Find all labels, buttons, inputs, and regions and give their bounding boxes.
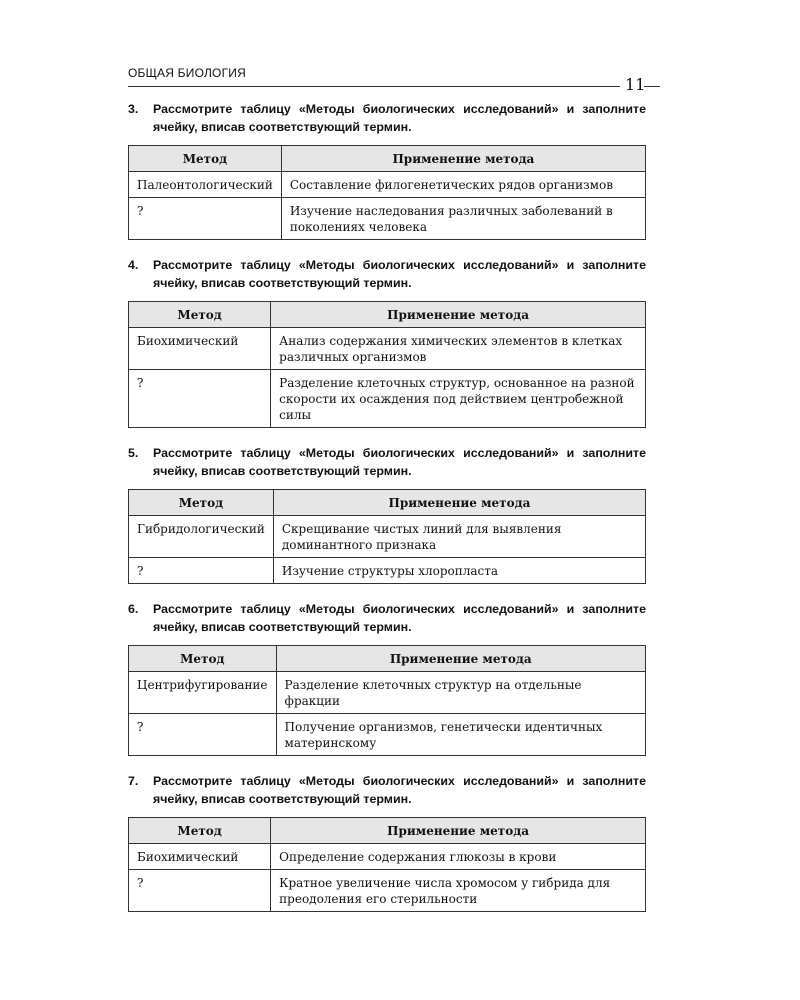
application-cell: Изучение наследования различных заболеваний в поколениях человека	[281, 198, 645, 240]
task-prompt	[128, 100, 646, 136]
methods-table	[128, 301, 646, 428]
task-number: 7.	[128, 774, 139, 788]
table-header-row	[129, 818, 646, 844]
task-instruction: Рассмотрите таблицу «Методы биологических исследований» и заполните ячейку, вписав соответствующий термин.	[153, 602, 646, 634]
methods-table	[128, 489, 646, 584]
table-row	[129, 870, 646, 912]
header-rule	[128, 86, 620, 87]
column-header-method: Метод	[129, 818, 271, 844]
task-prompt	[128, 772, 646, 808]
column-header-application: Применение метода	[271, 818, 646, 844]
methods-table	[128, 645, 646, 756]
application-cell: Разделение клеточных структур на отдельные фракции	[276, 672, 645, 714]
task-prompt	[128, 600, 646, 636]
column-header-method: Метод	[129, 302, 271, 328]
task-prompt	[128, 444, 646, 480]
column-header-method: Метод	[129, 646, 277, 672]
answer-blank-cell[interactable]: ?	[129, 558, 274, 584]
application-cell: Разделение клеточных структур, основанное на разной скорости их осаждения под действием центробежной силы	[271, 370, 646, 428]
table-row	[129, 370, 646, 428]
application-cell: Составление филогенетических рядов организмов	[281, 172, 645, 198]
task-5	[128, 444, 646, 584]
application-cell: Получение организмов, генетически идентичных материнскому	[276, 714, 645, 756]
method-cell: Палеонтологический	[129, 172, 282, 198]
task-4	[128, 256, 646, 428]
table-row	[129, 328, 646, 370]
application-cell: Кратное увеличение числа хромосом у гибрида для преодоления его стерильности	[271, 870, 646, 912]
task-number: 4.	[128, 258, 139, 272]
page-header	[128, 66, 664, 96]
table-header-row	[129, 146, 646, 172]
table-header-row	[129, 302, 646, 328]
task-number: 6.	[128, 602, 139, 616]
table-row	[129, 672, 646, 714]
task-6	[128, 600, 646, 756]
column-header-application: Применение метода	[276, 646, 645, 672]
column-header-application: Применение метода	[273, 490, 645, 516]
application-cell: Определение содержания глюкозы в крови	[271, 844, 646, 870]
table-header-row	[129, 646, 646, 672]
table-row	[129, 714, 646, 756]
table-row	[129, 844, 646, 870]
answer-blank-cell[interactable]: ?	[129, 714, 277, 756]
task-7	[128, 772, 646, 912]
task-prompt	[128, 256, 646, 292]
task-instruction: Рассмотрите таблицу «Методы биологических исследований» и заполните ячейку, вписав соответствующий термин.	[153, 258, 646, 290]
column-header-method: Метод	[129, 146, 282, 172]
answer-blank-cell[interactable]: ?	[129, 198, 282, 240]
table-row	[129, 516, 646, 558]
answer-blank-cell[interactable]: ?	[129, 870, 271, 912]
application-cell: Скрещивание чистых линий для выявления доминантного признака	[273, 516, 645, 558]
table-row	[129, 172, 646, 198]
column-header-application: Применение метода	[271, 302, 646, 328]
application-cell: Изучение структуры хлоропласта	[273, 558, 645, 584]
method-cell: Центрифугирование	[129, 672, 277, 714]
method-cell: Гибридологический	[129, 516, 274, 558]
answer-blank-cell[interactable]: ?	[129, 370, 271, 428]
methods-table	[128, 145, 646, 240]
task-instruction: Рассмотрите таблицу «Методы биологических исследований» и заполните ячейку, вписав соответствующий термин.	[153, 774, 646, 806]
method-cell: Биохимический	[129, 328, 271, 370]
application-cell: Анализ содержания химических элементов в клетках различных организмов	[271, 328, 646, 370]
table-header-row	[129, 490, 646, 516]
table-row	[129, 558, 646, 584]
task-number: 3.	[128, 102, 139, 116]
method-cell: Биохимический	[129, 844, 271, 870]
column-header-method: Метод	[129, 490, 274, 516]
task-instruction: Рассмотрите таблицу «Методы биологических исследований» и заполните ячейку, вписав соответствующий термин.	[153, 102, 646, 134]
page-number: 11	[625, 75, 646, 94]
page-content	[128, 100, 646, 928]
running-title: ОБЩАЯ БИОЛОГИЯ	[128, 66, 246, 80]
column-header-application: Применение метода	[281, 146, 645, 172]
table-row	[129, 198, 646, 240]
task-3	[128, 100, 646, 240]
page-number-dash	[644, 86, 660, 87]
task-instruction: Рассмотрите таблицу «Методы биологических исследований» и заполните ячейку, вписав соответствующий термин.	[153, 446, 646, 478]
task-number: 5.	[128, 446, 139, 460]
methods-table	[128, 817, 646, 912]
